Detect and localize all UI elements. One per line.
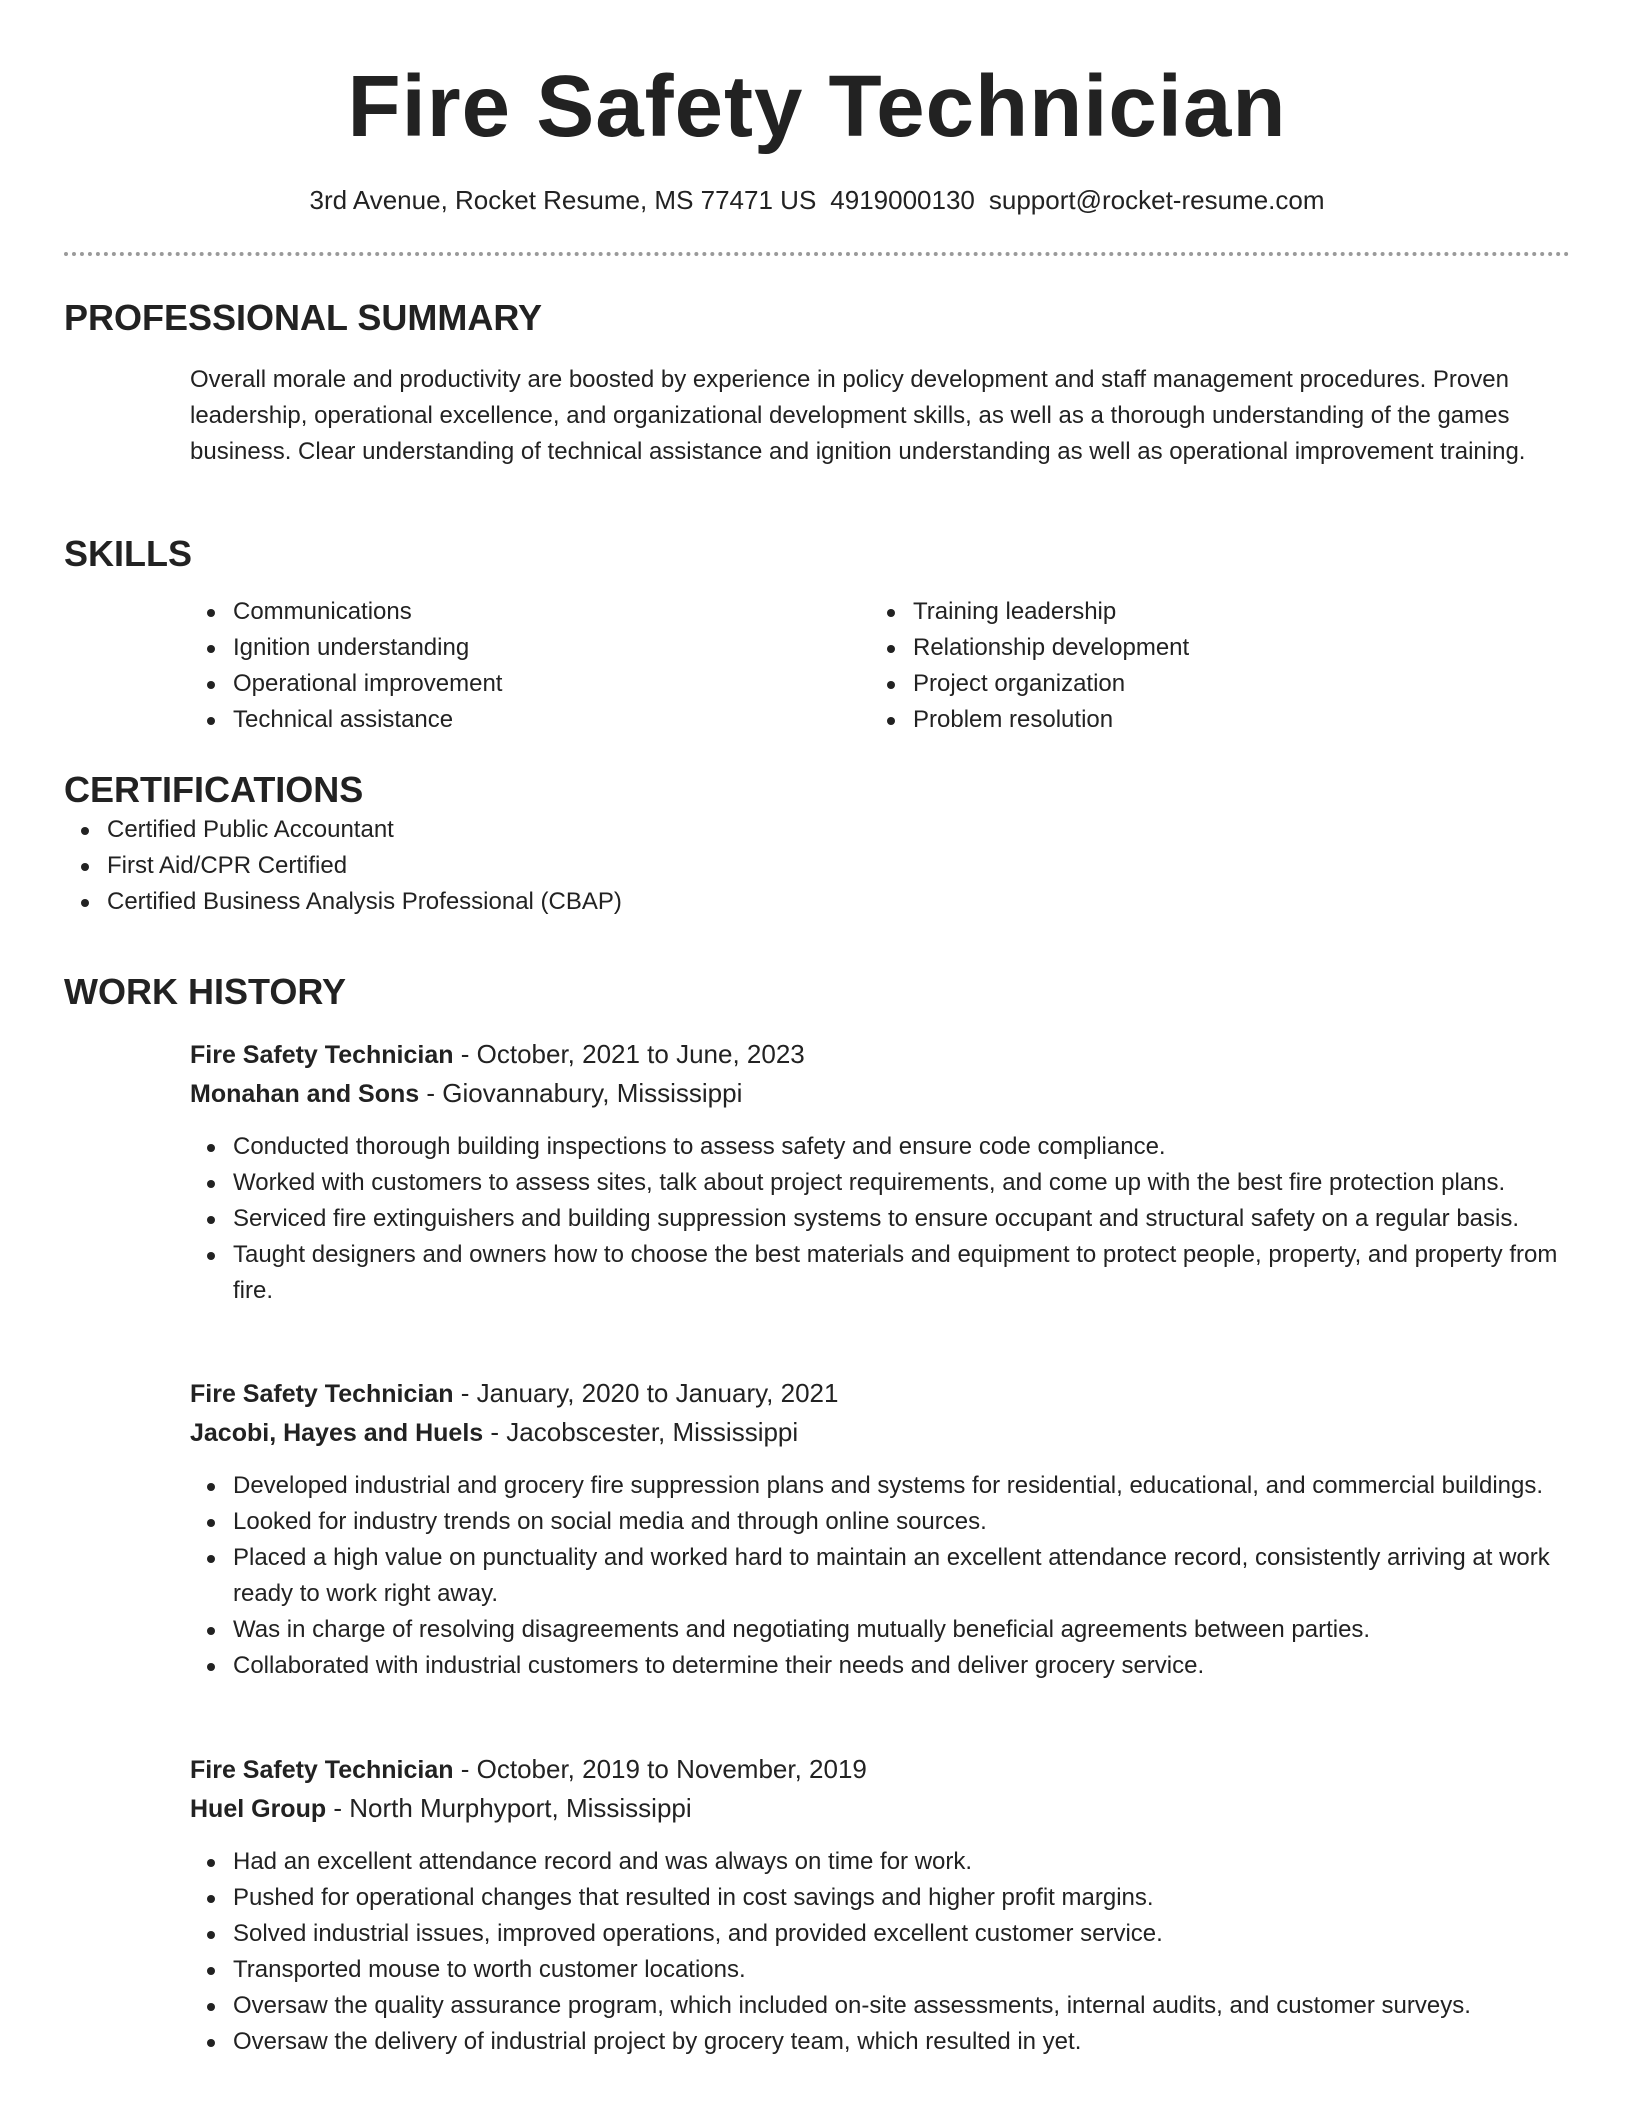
job-entry — [190, 1750, 1570, 2060]
job-company: Huel Group — [190, 1795, 327, 1823]
job-bullets — [64, 1844, 1570, 2060]
job-bullet: Collaborated with industrial customers to determine their needs and deliver grocery service. — [190, 1648, 1570, 1684]
resume-page — [64, 0, 1570, 2055]
certification-item: Certified Public Accountant — [64, 812, 1570, 848]
skills-left-list — [190, 594, 870, 738]
section-title-work-history: WORK HISTORY — [64, 971, 347, 1012]
job-location: - Giovannabury, Mississippi — [419, 1078, 743, 1108]
certification-item: Certified Business Analysis Professional (CBAP) — [64, 884, 1570, 920]
contact-address: 3rd Avenue, Rocket Resume, MS 77471 US — [309, 185, 817, 215]
job-title-line — [190, 1035, 1570, 1074]
job-entry — [190, 1035, 1570, 1309]
job-bullet: Looked for industry trends on social media and through online sources. — [190, 1504, 1570, 1540]
skills-section — [64, 532, 1570, 738]
skill-item: Ignition understanding — [190, 630, 870, 666]
certification-item: First Aid/CPR Certified — [64, 848, 1570, 884]
job-company-line — [190, 1413, 1570, 1452]
job-location: - Jacobscester, Mississippi — [483, 1417, 799, 1447]
section-title-skills: SKILLS — [64, 533, 193, 574]
job-company: Jacobi, Hayes and Huels — [190, 1419, 484, 1447]
job-bullets — [64, 1129, 1570, 1309]
certifications-section — [64, 768, 1570, 920]
job-bullet: Worked with customers to assess sites, talk about project requirements, and come up with the best fire protection plans. — [190, 1165, 1570, 1201]
job-bullet: Had an excellent attendance record and was always on time for work. — [190, 1844, 1570, 1880]
job-title-line — [190, 1750, 1570, 1789]
certifications-list — [64, 812, 1570, 920]
skill-item: Problem resolution — [870, 702, 1550, 738]
skills-right-list — [870, 594, 1550, 738]
job-bullet: Oversaw the delivery of industrial project by grocery team, which resulted in yet. — [190, 2024, 1570, 2060]
job-bullet: Placed a high value on punctuality and worked hard to maintain an excellent attendance record, consistently arriving at work ready to work right away. — [190, 1540, 1570, 1612]
job-bullet: Conducted thorough building inspections to assess safety and ensure code compliance. — [190, 1129, 1570, 1165]
job-bullet: Solved industrial issues, improved operations, and provided excellent customer service. — [190, 1916, 1570, 1952]
contact-email: support@rocket-resume.com — [988, 185, 1325, 215]
job-bullet: Taught designers and owners how to choose the best materials and equipment to protect people, property, and property from fire. — [190, 1237, 1570, 1309]
contact-phone: 4919000130 — [830, 185, 975, 215]
summary-text: Overall morale and productivity are boosted by experience in policy development and staff management procedures. Proven leadership, operational excellence, and organizational development skills, as well as a thorough understanding of the games business. Clear understanding of technical assistance and ignition understanding as well as operational improvement training. — [190, 366, 1526, 465]
job-company-line — [190, 1789, 1570, 1828]
skill-item: Training leadership — [870, 594, 1550, 630]
job-location: - North Murphyport, Mississippi — [326, 1793, 692, 1823]
job-bullets — [64, 1468, 1570, 1684]
job-bullet: Developed industrial and grocery fire suppression plans and systems for residential, educational, and commercial buildings. — [190, 1468, 1570, 1504]
skills-grid — [190, 594, 1570, 738]
skill-item: Relationship development — [870, 630, 1550, 666]
job-entry — [190, 1374, 1570, 1684]
job-role: Fire Safety Technician — [190, 1041, 454, 1069]
contact-line — [64, 182, 1570, 218]
job-company: Monahan and Sons — [190, 1080, 420, 1108]
work-history-title-block — [64, 970, 1570, 1014]
job-bullet: Oversaw the quality assurance program, which included on-site assessments, internal audits, and customer surveys. — [190, 1988, 1570, 2024]
job-dates: - January, 2020 to January, 2021 — [453, 1378, 839, 1408]
job-bullet: Pushed for operational changes that resulted in cost savings and higher profit margins. — [190, 1880, 1570, 1916]
skill-item: Operational improvement — [190, 666, 870, 702]
job-dates: - October, 2019 to November, 2019 — [453, 1754, 867, 1784]
job-bullet: Was in charge of resolving disagreements and negotiating mutually beneficial agreements between parties. — [190, 1612, 1570, 1648]
job-dates: - October, 2021 to June, 2023 — [453, 1039, 805, 1069]
job-title-line — [190, 1374, 1570, 1413]
job-role: Fire Safety Technician — [190, 1756, 454, 1784]
job-company-line — [190, 1074, 1570, 1113]
job-role: Fire Safety Technician — [190, 1380, 454, 1408]
section-title-summary: PROFESSIONAL SUMMARY — [64, 297, 543, 338]
job-bullet: Transported mouse to worth customer locations. — [190, 1952, 1570, 1988]
resume-name: Fire Safety Technician — [347, 58, 1287, 155]
summary-section — [64, 296, 1570, 470]
skill-item: Technical assistance — [190, 702, 870, 738]
job-bullet: Serviced fire extinguishers and building suppression systems to ensure occupant and structural safety on a regular basis. — [190, 1201, 1570, 1237]
skill-item: Project organization — [870, 666, 1550, 702]
section-title-certifications: CERTIFICATIONS — [64, 769, 364, 810]
skill-item: Communications — [190, 594, 870, 630]
header-divider — [64, 252, 1570, 256]
